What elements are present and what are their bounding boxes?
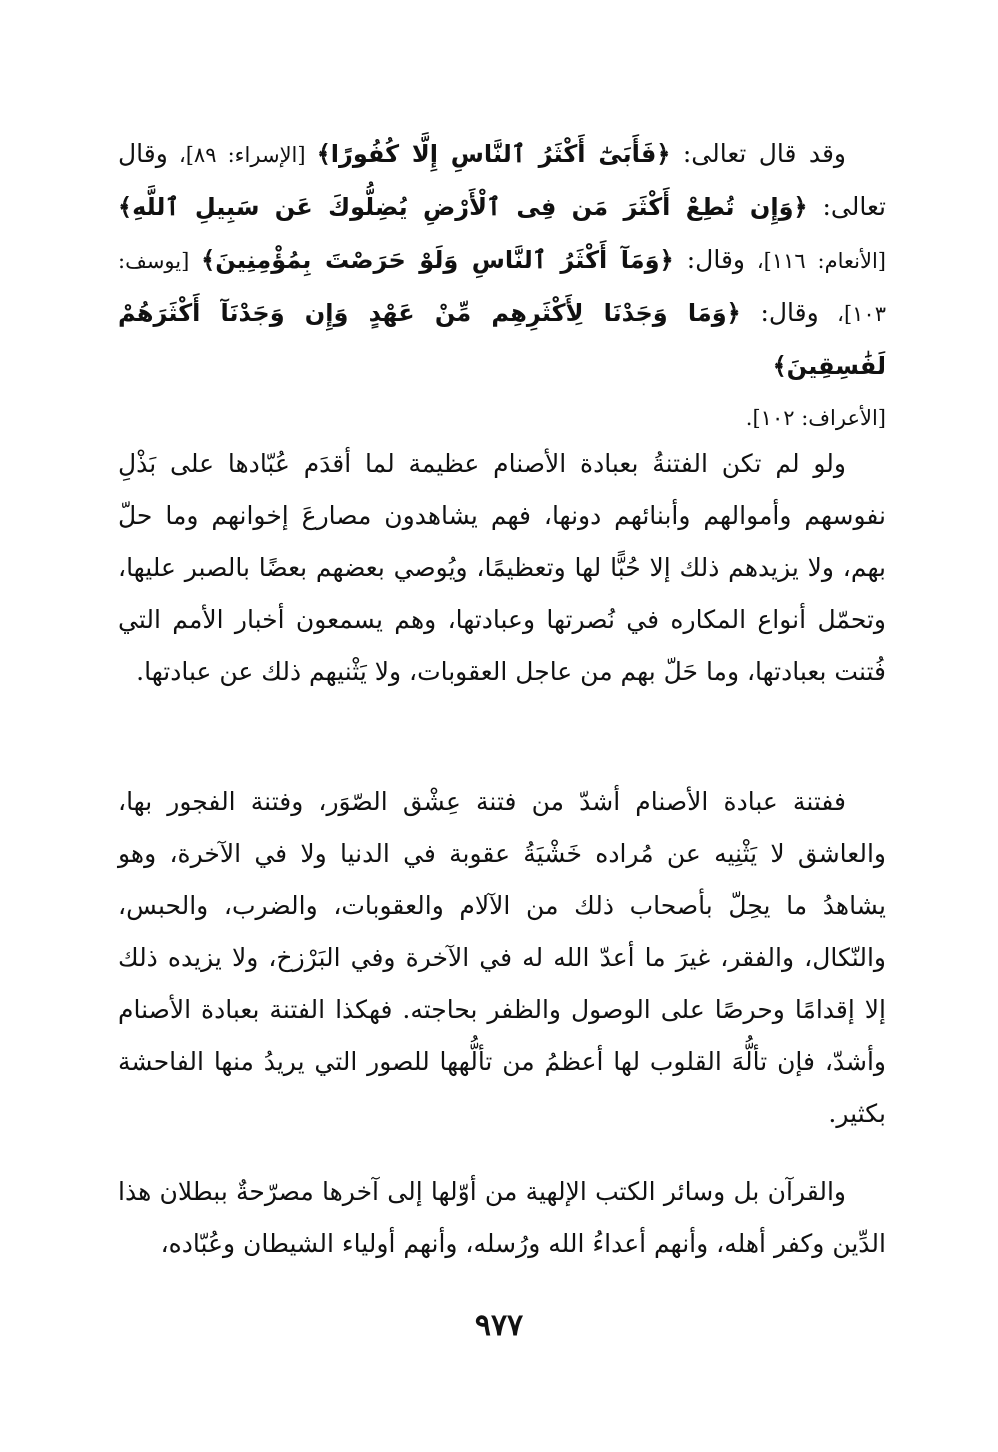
paragraph-quran-citations (118, 128, 886, 444)
verse-reference-isra: [الإسراء: ٨٩]، (167, 143, 317, 167)
quran-verse-isra: ﴿فَأَبَىٰٓ أَكْثَرُ ٱلنَّاسِ إِلَّا كُفُورًا﴾ (316, 140, 671, 168)
quran-verse-anam: ﴿وَإِن تُطِعْ أَكْثَرَ مَن فِى ٱلْأَرْضِ يُضِلُّوكَ عَن سَبِيلِ ٱللَّهِ﴾ (118, 193, 808, 221)
paragraph-idol-worship (118, 438, 886, 698)
citation-4-intro: وقال: (740, 298, 819, 327)
paragraph-3: ففتنة عبادة الأصنام أشدّ من فتنة عِشْق الصّوَر، وفتنة الفجور بها، والعاشق لا يَثْنِيه عن مُراده خَشْيَةُ عقوبة في الدنيا ولا في الآخرة، وهو يشاهدُ ما يحِلّ بأصحاب ذلك من الآلام والعقوبات، والضرب، والحبس، والنّكال، والفقر، غيرَ ما أعدّ الله له في الآخرة وفي البَرْزخ، ولا يزيده ذلك إلا إقدامًا وحرصًا على الوصول والظفر بحاجته. فهكذا الفتنة بعبادة الأصنام وأشدّ، فإن تألُّهَ القلوب لها أعظمُ من تألُّهها للصور التي يريدُ منها الفاحشة بكثير. (118, 787, 886, 1128)
citation-1-intro: وقد قال تعالى: (670, 139, 847, 168)
paragraph-quran-scriptures (118, 1166, 886, 1270)
verse-reference-yusuf: [يوسف: ١٠٣]، (118, 249, 886, 326)
citation-2-intro: وقال تعالى: (118, 139, 886, 221)
verse-reference-araf: [الأعراف: ١٠٢]. (745, 406, 886, 430)
paragraph-4: والقرآن بل وسائر الكتب الإلهية من أوّلها إلى آخرها مصرّحةٌ ببطلان هذا الدِّين وكفر أهله، وأنهم أعداءُ الله ورُسله، وأنهم أولياء الشيطان وعُبّاده، (118, 1177, 886, 1258)
citation-3-intro: وقال: (673, 245, 745, 274)
paragraph-fitna-comparison (118, 776, 886, 1140)
paragraph-2: ولو لم تكن الفتنةُ بعبادة الأصنام عظيمة لما أقدَم عُبّادها على بَذْلِ نفوسهم وأموالهم وأبنائهم دونها، فهم يشاهدون مصارعَ إخوانهم وما حلّ بهم، ولا يزيدهم ذلك إلا حُبًّا لها وتعظيمًا، ويُوصي بعضهم بعضًا بالصبر عليها، وتحمّل أنواع المكاره في نُصرتها وعبادتها، وهم يسمعون أخبار الأمم التي فُتنت بعبادتها، وما حَلّ بهم من عاجل العقوبات، ولا يَثْنيهم ذلك عن عبادتها. (118, 449, 886, 686)
quran-verse-araf: ﴿وَمَا وَجَدْنَا لِأَكْثَرِهِم مِّنْ عَهْدٍ وَإِن وَجَدْنَآ أَكْثَرَهُمْ لَفَٰسِقِينَ﴾ (118, 299, 886, 380)
paragraph-1 (118, 128, 886, 444)
quran-verse-yusuf: ﴿وَمَآ أَكْثَرُ ٱلنَّاسِ وَلَوْ حَرَصْتَ بِمُؤْمِنِينَ﴾ (201, 246, 674, 274)
verse-reference-anam: [الأنعام: ١١٦]، (745, 249, 886, 273)
page-number: ٩٧٧ (474, 1308, 524, 1343)
